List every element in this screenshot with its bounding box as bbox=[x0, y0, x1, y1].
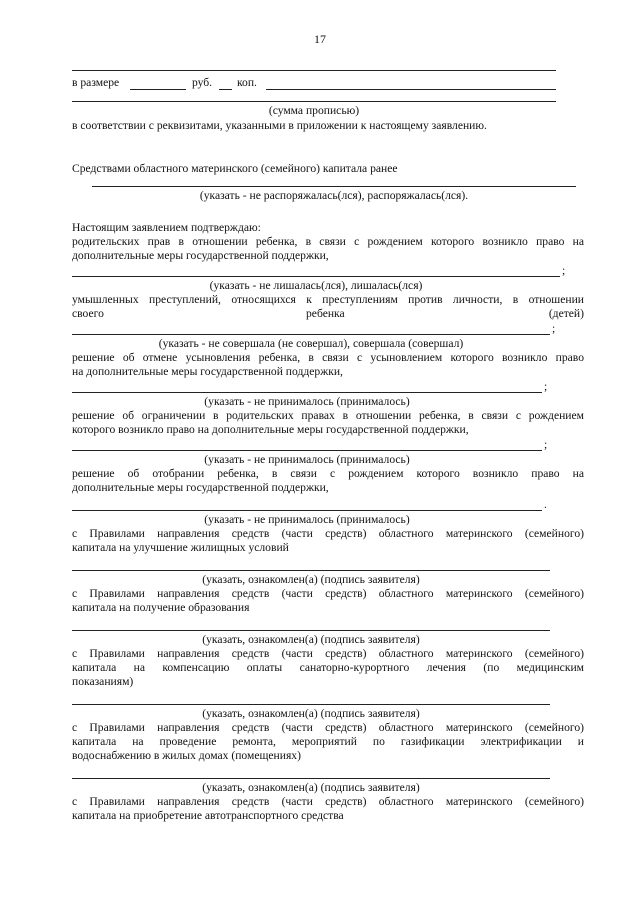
restriction-field[interactable] bbox=[72, 450, 542, 451]
kopecks-field[interactable] bbox=[219, 89, 232, 90]
rules-housing-caption: (указать, ознакомлен(а) (подпись заявителя) bbox=[202, 573, 420, 586]
rules-repair-line1: с Правилами направления средств (части средств) областного материнского (семейного) bbox=[72, 721, 584, 734]
rules-sanatorium-line1: с Правилами направления средств (части средств) областного материнского (семейного) bbox=[72, 647, 584, 660]
restriction-caption: (указать - не принималось (принималось) bbox=[204, 453, 410, 466]
rules-housing-signature-field[interactable] bbox=[72, 570, 550, 571]
rules-education-line2: капитала на получение образования bbox=[72, 601, 250, 614]
parental-rights-field[interactable] bbox=[72, 276, 560, 277]
crimes-field[interactable] bbox=[72, 334, 550, 335]
rules-sanatorium-caption: (указать, ознакомлен(а) (подпись заявителя) bbox=[202, 707, 420, 720]
blank-line[interactable] bbox=[266, 89, 556, 90]
crimes-caption: (указать - не совершала (не совершал), совершала (совершал) bbox=[158, 337, 464, 350]
parental-rights-line1: родительских прав в отношении ребенка, в связи с рождением которого возникло право на bbox=[72, 235, 584, 248]
rules-sanatorium-signature-field[interactable] bbox=[72, 704, 550, 705]
blank-line[interactable] bbox=[72, 70, 556, 71]
rules-sanatorium-line3: показаниям) bbox=[72, 675, 134, 688]
capital-caption: (указать - не распоряжалась(лся), распоряжалась(лся). bbox=[199, 189, 469, 202]
rules-repair-line3: водоснабжению в жилых домах (помещениях) bbox=[72, 749, 301, 762]
rules-education-caption: (указать, ознакомлен(а) (подпись заявителя) bbox=[202, 633, 420, 646]
removal-field[interactable] bbox=[72, 510, 542, 511]
adoption-line2: на дополнительные меры государственной поддержки, bbox=[72, 365, 343, 378]
semicolon: ; bbox=[544, 380, 548, 393]
rules-sanatorium-line2: капитала на компенсацию оплаты санаторно-курортного лечения (по медицинским bbox=[72, 661, 584, 674]
removal-line1: решение об отобрании ребенка, в связи с рождением которого возникло право на bbox=[72, 467, 584, 480]
rules-repair-signature-field[interactable] bbox=[72, 778, 550, 779]
rules-housing-line1: с Правилами направления средств (части средств) областного материнского (семейного) bbox=[72, 527, 584, 540]
capital-text: Средствами областного материнского (семейного) капитала ранее bbox=[72, 162, 398, 175]
semicolon: ; bbox=[552, 322, 556, 335]
amount-words-field[interactable] bbox=[72, 101, 556, 102]
semicolon: ; bbox=[562, 264, 566, 277]
semicolon: ; bbox=[544, 438, 548, 451]
rules-education-line1: с Правилами направления средств (части средств) областного материнского (семейного) bbox=[72, 587, 584, 600]
period: . bbox=[544, 498, 547, 511]
crimes-word-child: ребенка bbox=[306, 307, 345, 320]
rules-housing-line2: капитала на улучшение жилищных условий bbox=[72, 541, 289, 554]
amount-caption: (сумма прописью) bbox=[268, 104, 360, 117]
parental-rights-caption: (указать - не лишалась(лся), лишалась(лся) bbox=[209, 279, 423, 292]
page-number: 17 bbox=[314, 32, 326, 46]
rules-repair-line2: капитала на проведение ремонта, мероприятий по газификации электрификации и bbox=[72, 735, 584, 748]
restriction-line1: решение об ограничении в родительских правах в отношении ребенка, в связи с рождением bbox=[72, 409, 584, 422]
rules-vehicle-line1: с Правилами направления средств (части средств) областного материнского (семейного) bbox=[72, 795, 584, 808]
rubles-field[interactable] bbox=[130, 89, 186, 90]
crimes-word-children: (детей) bbox=[548, 307, 584, 320]
removal-line2: дополнительные меры государственной поддержки, bbox=[72, 481, 329, 494]
parental-rights-line2: дополнительные меры государственной поддержки, bbox=[72, 249, 329, 262]
rules-repair-caption: (указать, ознакомлен(а) (подпись заявителя) bbox=[202, 781, 420, 794]
confirm-intro: Настоящим заявлением подтверждаю: bbox=[72, 221, 261, 234]
rub-label: руб. bbox=[192, 76, 213, 89]
rules-vehicle-line2: капитала на приобретение автотранспортного средства bbox=[72, 809, 344, 822]
crimes-word-own: своего bbox=[72, 307, 104, 320]
adoption-caption: (указать - не принималось (принималось) bbox=[204, 395, 410, 408]
adoption-field[interactable] bbox=[72, 392, 542, 393]
kop-label: коп. bbox=[237, 76, 257, 89]
crimes-line1: умышленных преступлений, относящихся к преступлениям против личности, в отношении bbox=[72, 293, 584, 306]
restriction-line2: которого возникло право на дополнительные меры государственной поддержки, bbox=[72, 423, 469, 436]
requisites-text: в соответствии с реквизитами, указанными в приложении к настоящему заявлению. bbox=[72, 119, 487, 132]
adoption-line1: решение об отмене усыновления ребенка, в связи с усыновлением которого возникло право bbox=[72, 351, 584, 364]
capital-field[interactable] bbox=[92, 186, 576, 187]
amount-label: в размере bbox=[72, 76, 120, 89]
rules-education-signature-field[interactable] bbox=[72, 630, 550, 631]
removal-caption: (указать - не принималось (принималось) bbox=[204, 513, 410, 526]
